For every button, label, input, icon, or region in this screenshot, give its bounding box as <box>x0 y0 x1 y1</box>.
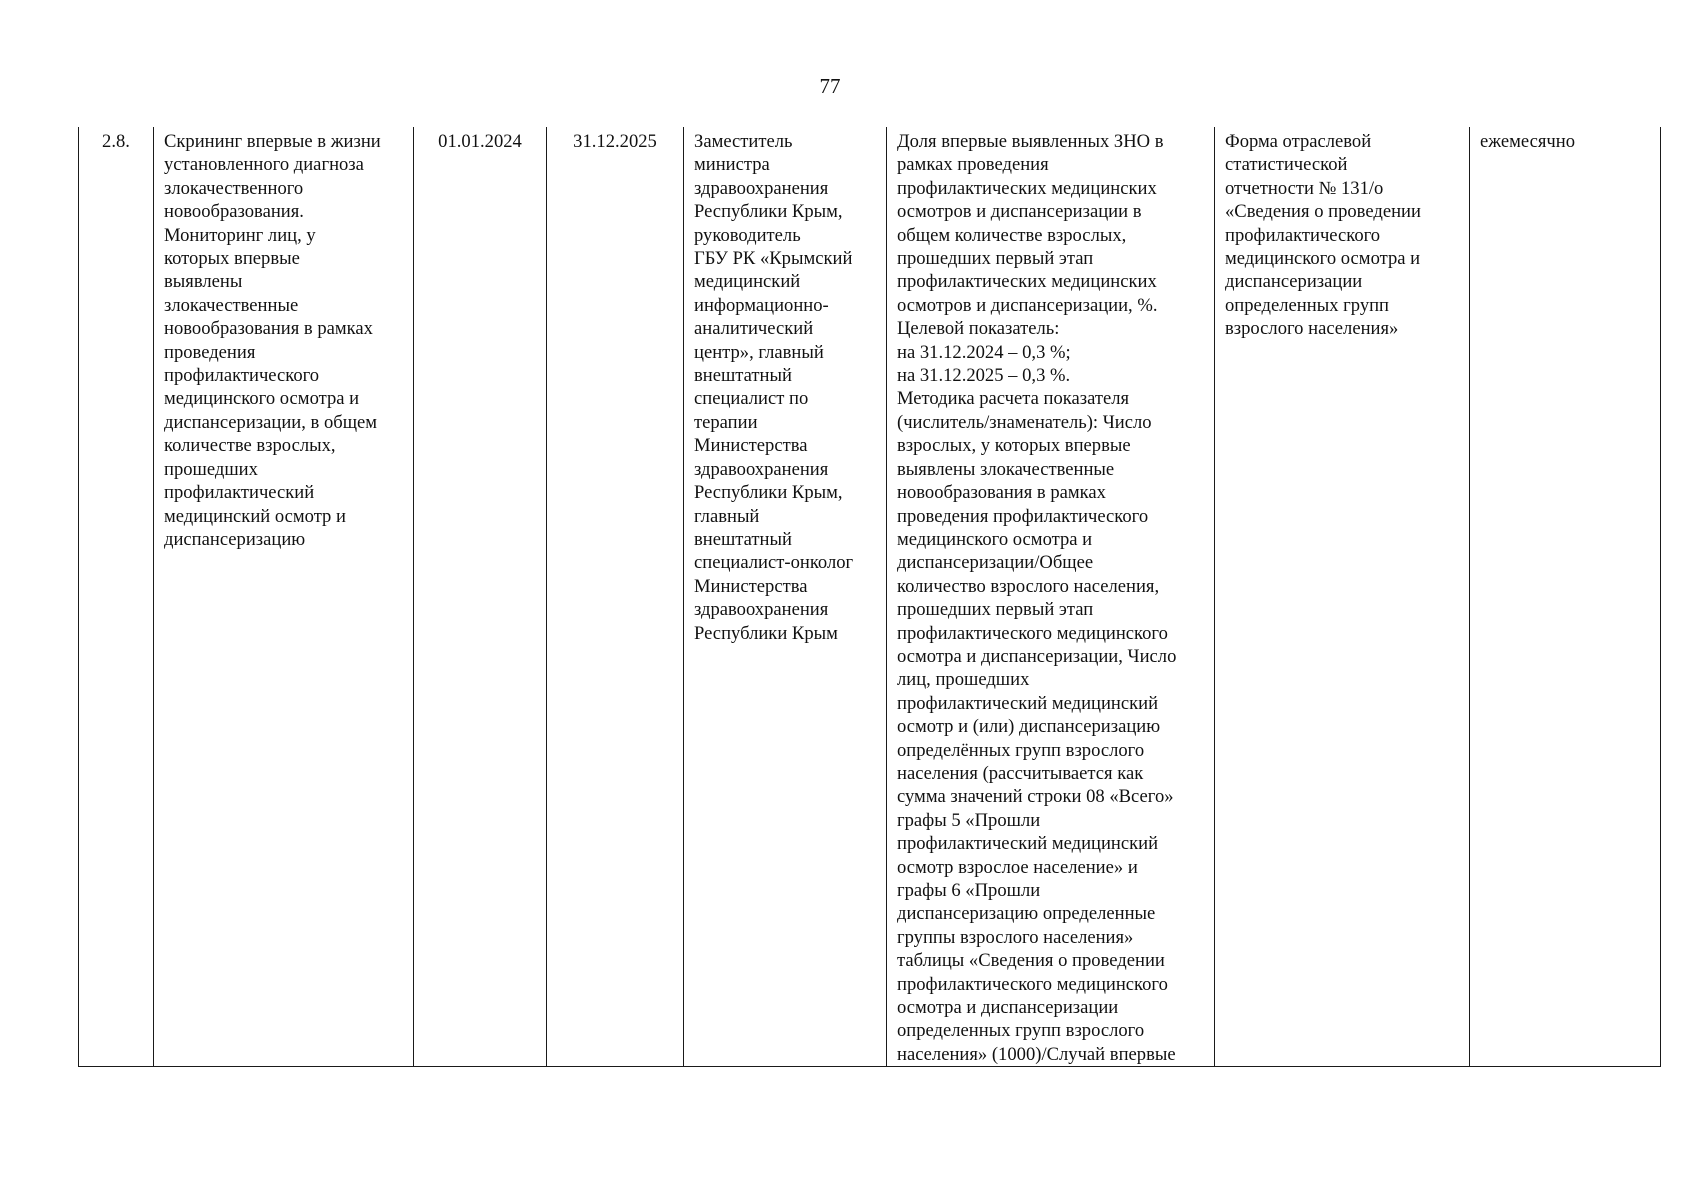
frequency-cell: ежемесячно <box>1470 127 1661 1067</box>
indicator-description-cell: Доля впервые выявленных ЗНО в рамках проведения профилактических медицинских осмотров и диспансеризации в общем количестве взрослых, прошедших первый этап профилактических медицинских осмотров и диспансеризации, %. Целевой показатель: на 31.12.2024 – 0,3 %; на 31.12.2025 – 0,3 %. Методика расчета показателя (числитель/знаменатель): Число взрослых, у которых впервые выявлены злокачественные новообразования в рамках проведения профилактического медицинского осмотра и диспансеризации/Общее количество взрослого населения, прошедших первый этап профилактического медицинского осмотра и диспансеризации, Число лиц, прошедших профилактический медицинский осмотр и (или) диспансеризацию определённых групп взрослого населения (рассчитывается как сумма значений строки 08 «Всего» графы 5 «Прошли профилактический медицинский осмотр взрослое население» и графы 6 «Прошли диспансеризацию определенные группы взрослого населения» таблицы «Сведения о проведении профилактического медицинского осмотра и диспансеризации определенных групп взрослого населения» (1000)/Случай впервые <box>887 127 1215 1067</box>
event-description-cell: Скрининг впервые в жизни установленного диагноза злокачественного новообразования. Мониторинг лиц, у которых впервые выявлены злокачественные новообразования в рамках проведения профилактического медицинского осмотра и диспансеризации, в общем количестве взрослых, прошедших профилактический медицинский осмотр и диспансеризацию <box>154 127 414 1067</box>
end-date-cell: 31.12.2025 <box>547 127 684 1067</box>
row-number-cell: 2.8. <box>79 127 154 1067</box>
reporting-form-cell: Форма отраслевой статистической отчетности № 131/о «Сведения о проведении профилактического медицинского осмотра и диспансеризации определенных групп взрослого населения» <box>1215 127 1470 1067</box>
page-number: 77 <box>819 74 841 98</box>
table-row <box>79 127 1661 1067</box>
start-date-cell: 01.01.2024 <box>414 127 547 1067</box>
activity-table <box>78 127 1661 1067</box>
responsible-person-cell: Заместитель министра здравоохранения Республики Крым, руководитель ГБУ РК «Крымский медицинский информационно- аналитический центр», главный внештатный специалист по терапии Министерства здравоохранения Республики Крым, главный внештатный специалист-онколог Министерства здравоохранения Республики Крым <box>684 127 887 1067</box>
